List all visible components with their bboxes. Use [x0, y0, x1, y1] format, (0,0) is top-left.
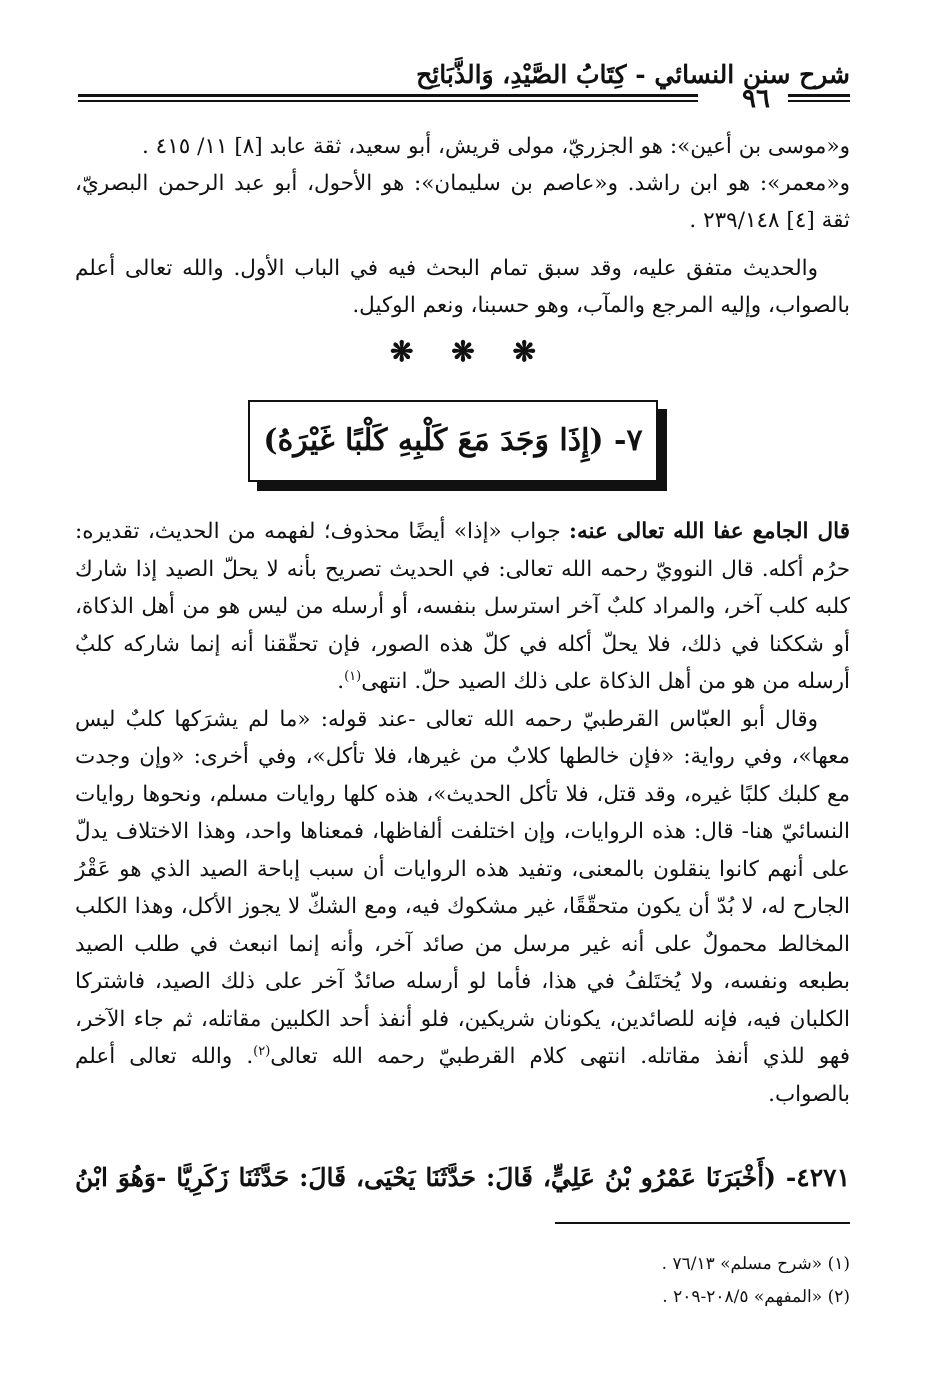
commentary-paragraph-1: قال الجامع عفا الله تعالى عنه: جواب «إذا» أيضًا محذوف؛ لفهمه من الحديث، تقديره: حرُم أكله. قال النوويّ رحمه الله تعالى: في الحديث تصريح بأنه لا يحلّ الصيد إذا شارك كلبه كلب آخر، والمراد كلبٌ آخر استرسل بنفسه، أو أرسله من ليس هو من أهل الذكاة، أو شككنا في ذلك، فلا يحلّ أكله في كلّ هذه الصور، فإن تحقّقنا أنه إنما شاركه كلبٌ أرسله من هو من أهل الذكاة على ذلك الصيد حلّ. انتهى$^{(١)}$.	[75, 519, 850, 694]
running-header-title: شرح سنن النسائي - كِتَابُ الصَّيْدِ، وَالذَّبَائِح	[416, 60, 850, 89]
commentary-text-2-end: . والله تعالى أعلم بالصواب.	[75, 1044, 850, 1107]
section-heading-box	[248, 400, 658, 482]
narrator-note-1: و«موسى بن أعين»: هو الجزريّ، مولى قريش، أبو سعيد، ثقة عابد [٨] ١١/ ٤١٥ .	[141, 134, 850, 159]
narrator-notes	[75, 128, 850, 239]
commentary-lead: قال الجامع عفا الله تعالى عنه:	[569, 519, 850, 544]
commentary-text-2: وقال أبو العبّاس القرطبيّ رحمه الله تعالى -عند قوله: «ما لم يشرَكها كلبٌ ليس معها»، وفي رواية: «فإن خالطها كلابٌ من غيرها، فلا تأكل»، وفي أخرى: «وإن وجدت مع كلبك كلبًا غيره، وقد قتل، فلا تأكل الحديث»، هذه كلها روايات مسلم، ونحوها روايات النسائيّ هنا- قال: هذه الروايات، وإن اختلفت ألفاظها، فمعناها واحد، وهذا الاختلاف يدلّ على أنهم كانوا ينقلون بالمعنى، وتفيد هذه الروايات أن سبب إباحة الصيد الذي هو عَقْرُ الجارح له، لا بُدّ أن يكون متحقّقًا، غير مشكوك فيه، ومع الشكّ لا يجوز الأكل، وهذا الكلب المخالط محمولٌ على أنه غير مرسل من صائد آخر، وأنه إنما انبعث في طلب الصيد بطبعه ونفسه، ولا يُختَلفُ في هذا، فأما لو أرسله صائدٌ آخر على ذلك الصيد، فاشتركا الكلبان فيه، فإنه للصائدين، يكونان شريكين، فلو أنفذ أحد الكلبين مقاتله، ثم جاء الآخر، فهو للذي أنفذ مقاتله. انتهى كلام القرطبيّ رحمه الله تعالى	[75, 706, 850, 1069]
header-rule-top	[78, 94, 698, 97]
footnotes	[350, 1248, 850, 1314]
footnote-ref-2: (٢)	[253, 1043, 271, 1059]
commentary-body	[75, 513, 850, 1113]
hadith-chain: ٤٢٧١- (أَخْبَرَنَا عَمْرُو بْنُ عَلِيٍّ، قَالَ: حَدَّثَنَا يَحْيَى، قَالَ: حَدَّثَنَا زَكَرِيَّا -وَهُوَ ابْنُ	[75, 1163, 850, 1192]
header-rule-bottom	[78, 100, 698, 102]
footnote-1: (١) «شرح مسلم» ٧٦/١٣ .	[661, 1254, 850, 1274]
page-number: ٩٦	[742, 84, 770, 114]
footnote-ref-1: (١)	[344, 668, 362, 684]
page-number-rule-bottom	[788, 100, 850, 102]
narrator-note-2: و«معمر»: هو ابن راشد. و«عاصم بن سليمان»: هو الأحول، أبو عبد الرحمن البصريّ، ثقة [٤] ٢٣٩/١٤٨ .	[75, 171, 850, 233]
commentary-text-1: جواب «إذا» أيضًا محذوف؛ لفهمه من الحديث، تقديره: حرُم أكله. قال النوويّ رحمه الله تعالى: في الحديث تصريح بأنه لا يحلّ الصيد إذا شارك كلبه كلب آخر، والمراد كلبٌ آخر استرسل بنفسه، أو أرسله من ليس هو من أهل الذكاة، أو شككنا في ذلك، فلا يحلّ أكله في كلّ هذه الصور، فإن تحقّقنا أنه إنما شاركه كلبٌ أرسله من هو من أهل الذكاة على ذلك الصيد حلّ. انتهى	[75, 519, 850, 694]
footnote-2: (٢) «المفهم» ٢٠٨/٥-٢٠٩ .	[662, 1287, 850, 1307]
footnote-divider	[555, 1222, 850, 1224]
closing-text: والحديث متفق عليه، وقد سبق تمام البحث فيه في الباب الأول. والله تعالى أعلم بالصواب، وإليه المرجع والمآب، وهو حسبنا، ونعم الوكيل.	[75, 256, 850, 318]
commentary-paragraph-2	[75, 701, 850, 1114]
section-heading: ٧- (إِذَا وَجَدَ مَعَ كَلْبِهِ كَلْبًا غَيْرَهُ)	[263, 423, 643, 458]
closing-paragraph	[75, 250, 850, 324]
section-separator: ❋ ❋ ❋	[390, 335, 550, 368]
page-number-rule-top	[788, 94, 850, 97]
